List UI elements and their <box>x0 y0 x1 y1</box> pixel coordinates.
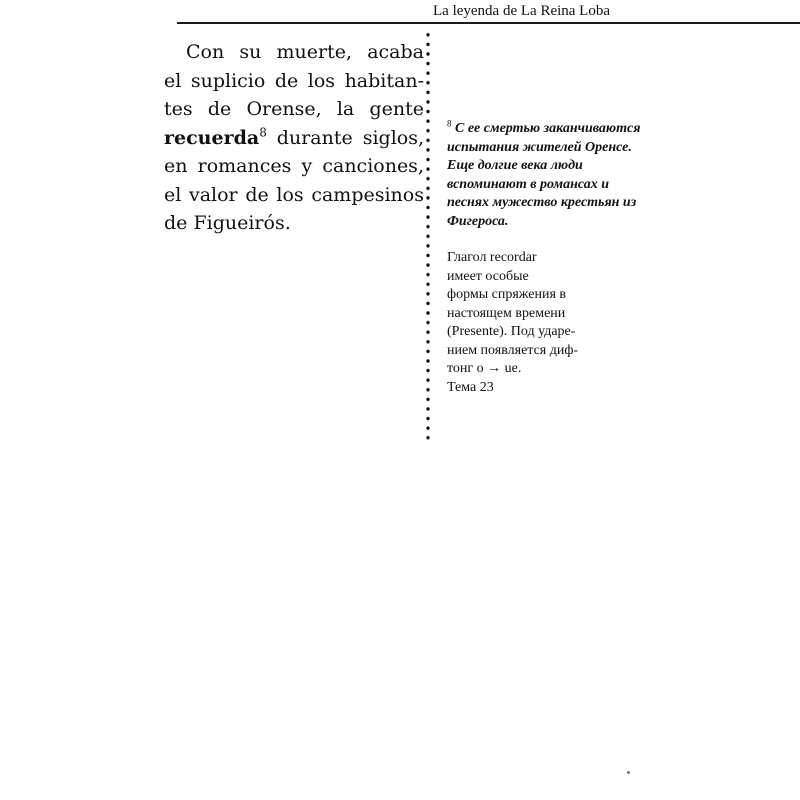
grammar-line: настоящем времени <box>447 305 566 321</box>
text-line: en romances y canciones, <box>164 155 424 177</box>
highlighted-verb: recuerda <box>164 126 260 149</box>
footnote-marker: 8 <box>259 125 267 140</box>
text-line: de Figueirós. <box>164 212 291 234</box>
grammar-line: нием появляется диф- <box>447 342 579 358</box>
running-header: La leyenda de La Reina Loba <box>433 3 610 19</box>
text-line: recuerda$^8$ durante siglos, <box>164 125 424 149</box>
footnote-translation: $^8$ С ее смертью заканчиваются испытания жителей Оренсе. Еще долгие века люди вспоминают в романсах и песнях мужество крестьян из Фигероса. <box>447 118 641 229</box>
text-line: tes de Orense, la gente <box>164 98 424 120</box>
header-rule <box>177 22 800 24</box>
main-paragraph <box>164 38 424 238</box>
grammar-line: формы спряжения в <box>447 287 567 302</box>
margin-notes <box>447 120 647 397</box>
footnote-number: 8 <box>447 118 452 129</box>
grammar-note <box>447 249 647 397</box>
dotted-divider <box>425 30 431 440</box>
grammar-line: имеет особые <box>447 268 529 284</box>
grammar-line: Тема 23 <box>447 379 494 395</box>
grammar-line: Глагол recordar <box>447 250 537 265</box>
grammar-line: (Presente). Под ударе- <box>447 324 576 339</box>
text-line: el valor de los campesinos <box>164 183 424 206</box>
text-line: el suplicio de los habitan- <box>164 69 424 92</box>
grammar-line: тонг о → ue. <box>447 361 522 376</box>
text-line: Con su muerte, acaba <box>186 41 424 63</box>
paper-speck <box>627 771 630 774</box>
